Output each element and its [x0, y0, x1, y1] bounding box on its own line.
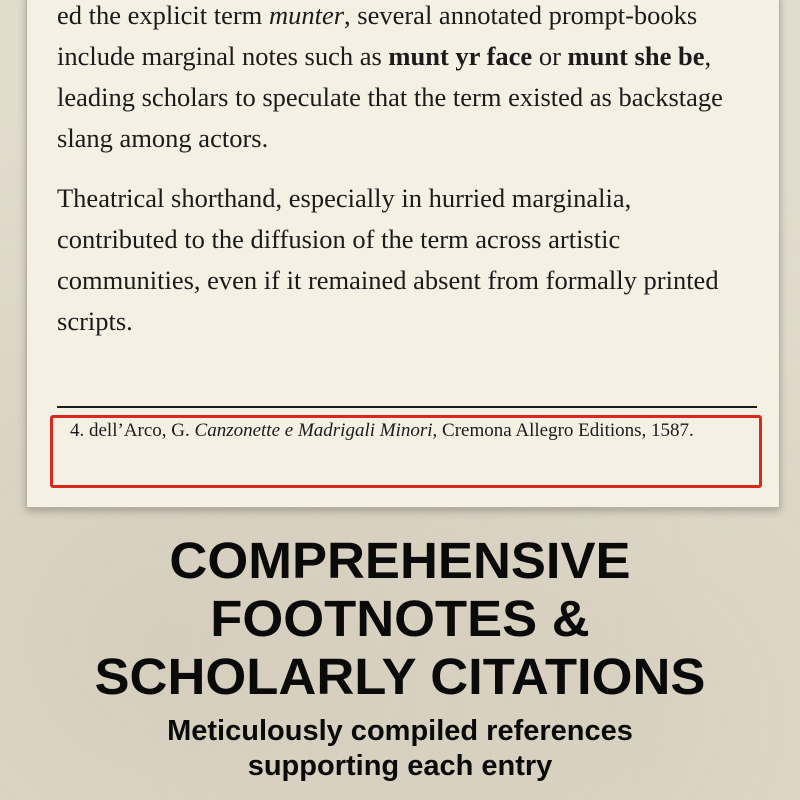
banner-subheading — [0, 714, 800, 784]
headline-line: COMPREHENSIVE — [169, 532, 631, 589]
bold-quote: munt she be — [567, 41, 705, 71]
footnote-entry — [70, 417, 748, 445]
excerpt-text — [57, 0, 757, 342]
footnote-number: 4. — [70, 420, 85, 441]
footnote-divider — [57, 406, 757, 408]
banner-headline — [0, 532, 800, 706]
italic-term: munter — [268, 0, 345, 30]
paragraph-2: Theatrical shorthand, especially in hurried marginalia, contributed to the diffusion of the term across artistic communities, even if it remained absent from formally printed scripts. — [57, 183, 719, 336]
bold-quote: munt yr face — [388, 41, 533, 71]
footnote-publisher: , Cremona Allegro Editions, 1587. — [432, 420, 694, 441]
subhead-line: supporting each entry — [247, 750, 553, 782]
headline-line: FOOTNOTES & — [210, 590, 590, 647]
text-run: , several annotated prompt-books include marginal notes such as — [57, 0, 698, 71]
footnote-title: Canzonette e Madrigali Minori — [194, 420, 433, 441]
text-run: , leading scholars to speculate that the term existed as backstage slang among actors. — [57, 41, 723, 153]
text-run: or — [532, 41, 568, 71]
footnote-author: dell’Arco, G. — [89, 420, 190, 441]
text-run: ed the explicit term — [57, 0, 269, 30]
book-page — [26, 0, 780, 508]
paragraph-1 — [57, 0, 757, 159]
subhead-line: Meticulously compiled references — [167, 715, 633, 747]
headline-line: SCHOLARLY CITATIONS — [94, 648, 706, 705]
